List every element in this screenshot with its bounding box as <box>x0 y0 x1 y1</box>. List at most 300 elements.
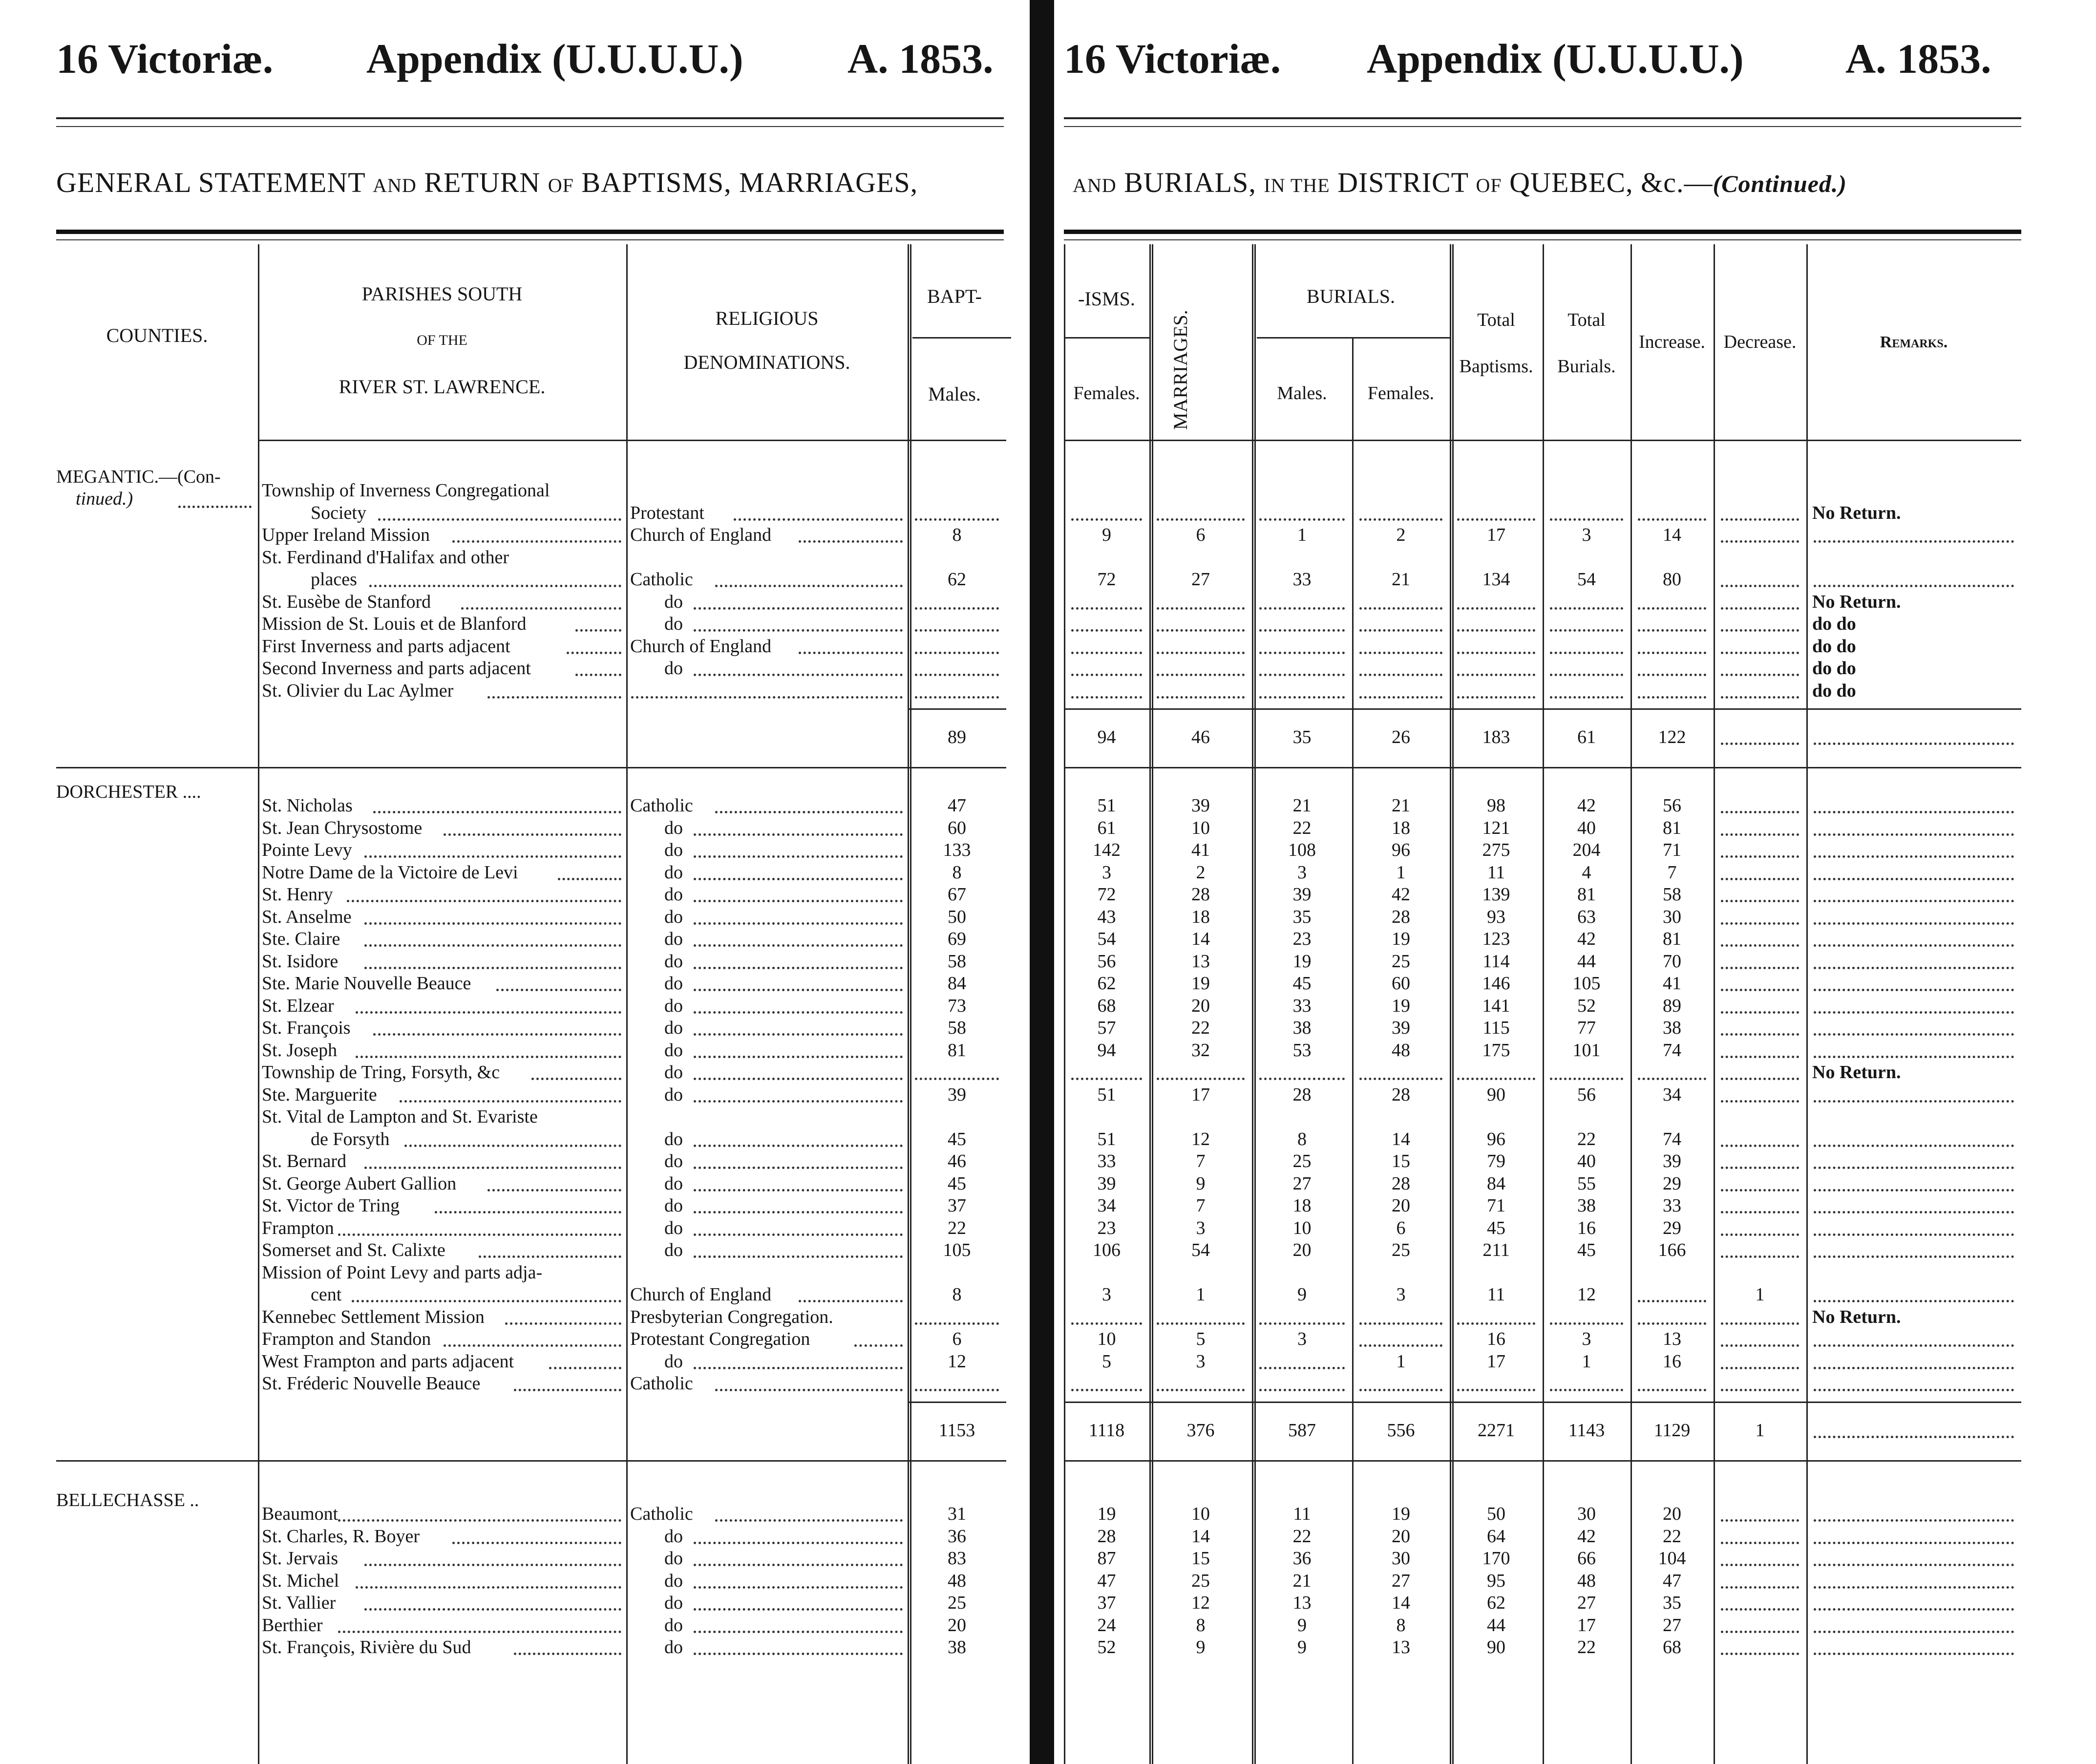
cell-bf: 6 <box>1396 1217 1406 1238</box>
parish-dots <box>479 1255 621 1258</box>
denomination: Protestant Congregation <box>630 1329 810 1349</box>
parish-dots <box>514 1653 621 1655</box>
parish-dots <box>356 1586 621 1589</box>
parish-name: First Inverness and parts adjacent <box>262 636 510 657</box>
cell-dec-dots <box>1721 696 1799 699</box>
col-line <box>258 244 259 1764</box>
cell-remarks-dots <box>1814 1056 2014 1058</box>
parish-name: St. Nicholas <box>262 795 353 816</box>
cell-f-dots <box>1071 696 1142 699</box>
denomination: do <box>664 1637 683 1658</box>
cell-inc: 80 <box>1663 569 1681 590</box>
cell-remarks-dots <box>1814 1300 2014 1302</box>
cell-mar: 10 <box>1191 1504 1210 1524</box>
parish-name: Somerset and St. Calixte <box>262 1240 445 1260</box>
denomination: do <box>664 862 683 883</box>
cell-f-dots <box>1071 652 1142 654</box>
denomination: Catholic <box>630 1373 693 1394</box>
cell-remarks-dots <box>1814 1255 2014 1258</box>
cell-bapt-males: 36 <box>948 1526 966 1547</box>
cell-tb: 175 <box>1482 1040 1510 1061</box>
cell-f: 3 <box>1102 1284 1111 1305</box>
denomination-dots <box>694 1653 903 1655</box>
cell-tbu: 27 <box>1577 1593 1596 1613</box>
cell-f: 51 <box>1097 795 1116 816</box>
cell-dec-dots <box>1721 629 1799 632</box>
denomination-dots <box>694 1631 903 1633</box>
title-right: AND BURIALS, IN THE DISTRICT OF QUEBEC, &c.—(Continued.) <box>1073 167 1847 198</box>
cell-bm: 9 <box>1297 1615 1307 1636</box>
cell-tbu: 56 <box>1577 1084 1596 1105</box>
denomination: do <box>664 929 683 949</box>
cell-inc: 34 <box>1663 1084 1681 1105</box>
cell-remarks-dots <box>1814 540 2014 543</box>
header-appendix-right: Appendix (U.U.U.U.) <box>1367 35 1744 82</box>
cell-f: 51 <box>1097 1084 1116 1105</box>
parish-name: Pointe Levy <box>262 840 352 860</box>
cell-bapt-males-dots <box>915 674 999 676</box>
cell-tb: 275 <box>1482 840 1510 860</box>
cell-inc: 74 <box>1663 1128 1681 1149</box>
parish-dots <box>364 944 621 947</box>
cell-remarks-dots <box>1814 1033 2014 1036</box>
cell-tb: 170 <box>1482 1548 1510 1569</box>
parish-name: Notre Dame de la Victoire de Levi <box>262 862 518 883</box>
cell-inc: 68 <box>1663 1637 1681 1658</box>
bapt-subline <box>912 337 1011 339</box>
denomination-dots <box>799 540 903 543</box>
parish-name: St. Eusèbe de Stanford <box>262 591 431 612</box>
cell-inc: 35 <box>1663 1593 1681 1613</box>
cell-bm-dots <box>1259 518 1345 521</box>
cell-tbu: 42 <box>1577 929 1596 949</box>
denomination: do <box>664 817 683 838</box>
parish-name: Township of Inverness Congregational <box>262 480 550 501</box>
cell-dec-dots <box>1721 944 1799 947</box>
cell-tb-dots <box>1457 674 1535 676</box>
col-line <box>626 244 628 1764</box>
total-inc: 122 <box>1658 727 1686 747</box>
cell-tb: 11 <box>1487 862 1505 883</box>
parish-name: St. Charles, R. Boyer <box>262 1526 420 1547</box>
cell-tbu: 38 <box>1577 1195 1596 1216</box>
cell-mar-dots <box>1157 674 1245 676</box>
cell-mar: 32 <box>1191 1040 1210 1061</box>
cell-tbu-dots <box>1550 1389 1623 1391</box>
cell-tbu: 81 <box>1577 884 1596 905</box>
section-separator <box>1064 1460 2021 1462</box>
cell-dec-dots <box>1721 585 1799 587</box>
cell-tb-dots <box>1457 696 1535 699</box>
cell-inc-dots <box>1638 629 1706 632</box>
parish-dots <box>364 967 621 969</box>
parish-dots <box>352 1300 621 1302</box>
total-remarks-dots <box>1814 743 2014 745</box>
cell-bapt-males-dots <box>915 1389 999 1391</box>
header-victoriae-left: 16 Victoriæ. <box>56 35 274 82</box>
cell-tb: 64 <box>1487 1526 1505 1547</box>
cell-dec-dots <box>1721 607 1799 610</box>
cell-mar-dots <box>1157 652 1245 654</box>
col-header-bapt: BAPT- <box>927 285 982 307</box>
col-header-religious-1: RELIGIOUS <box>715 307 819 329</box>
cell-dec-dots <box>1721 1519 1799 1522</box>
cell-bapt-males: 39 <box>948 1084 966 1105</box>
cell-bapt-males-dots <box>915 629 999 632</box>
parish-dots <box>338 1233 621 1236</box>
cell-f: 33 <box>1097 1151 1116 1171</box>
cell-bapt-males-dots <box>915 1078 999 1080</box>
cell-bf-dots <box>1359 518 1442 521</box>
cell-tb: 114 <box>1482 951 1510 972</box>
cell-mar-dots <box>1157 1078 1245 1080</box>
cell-mar: 7 <box>1196 1151 1206 1171</box>
cell-bm: 108 <box>1288 840 1316 860</box>
cell-tb-dots <box>1457 629 1535 632</box>
denomination-dots <box>694 855 903 858</box>
parish-dots <box>461 607 621 610</box>
cell-tbu: 3 <box>1582 525 1591 545</box>
cell-remarks-dots <box>1814 1233 2014 1236</box>
cell-remarks-dots <box>1814 1189 2014 1191</box>
total-dec: 1 <box>1755 1420 1765 1441</box>
cell-mar: 17 <box>1191 1084 1210 1105</box>
cell-bf: 28 <box>1392 1084 1410 1105</box>
cell-bf: 19 <box>1392 1504 1410 1524</box>
total-bm: 587 <box>1288 1420 1316 1441</box>
denomination-dots <box>715 1389 903 1391</box>
parish-dots <box>373 1033 621 1036</box>
cell-bf: 39 <box>1392 1018 1410 1038</box>
parish-name: St. Elzear <box>262 995 334 1016</box>
cell-bm: 8 <box>1297 1128 1307 1149</box>
cell-tbu: 17 <box>1577 1615 1596 1636</box>
cell-bm-dots <box>1259 607 1345 610</box>
cell-remarks-dots <box>1814 1367 2014 1369</box>
cell-bapt-males: 67 <box>948 884 966 905</box>
denomination: do <box>664 1548 683 1569</box>
cell-mar: 5 <box>1196 1329 1206 1349</box>
cell-remarks: No Return. <box>1812 1062 1901 1083</box>
cell-mar: 22 <box>1191 1018 1210 1038</box>
total-tbu: 61 <box>1577 727 1596 747</box>
county-name-cont: tinued.) <box>76 489 133 509</box>
cell-f: 24 <box>1097 1615 1116 1636</box>
cell-remarks: No Return. <box>1812 502 1901 523</box>
parish-dots <box>364 922 621 925</box>
cell-bapt-males: 105 <box>943 1240 971 1260</box>
cell-dec-dots <box>1721 967 1799 969</box>
cell-bf: 27 <box>1392 1570 1410 1591</box>
cell-bf: 14 <box>1392 1593 1410 1613</box>
total-tbu: 1143 <box>1568 1420 1605 1441</box>
cell-remarks: do do <box>1812 658 1856 679</box>
cell-bm: 22 <box>1292 1526 1312 1547</box>
cell-bf-dots <box>1359 629 1442 632</box>
cell-bm: 28 <box>1292 1084 1312 1105</box>
parish-dots <box>575 674 621 676</box>
denomination: do <box>664 658 683 679</box>
cell-tbu: 3 <box>1582 1329 1591 1349</box>
cell-f: 51 <box>1097 1128 1116 1149</box>
cell-bm-dots <box>1259 1078 1345 1080</box>
parish-name: cent <box>311 1284 342 1305</box>
cell-remarks-dots <box>1814 1653 2014 1655</box>
denomination: do <box>664 1240 683 1260</box>
cell-bapt-males-dots <box>915 652 999 654</box>
cell-remarks-dots <box>1814 967 2014 969</box>
cell-tbu: 66 <box>1577 1548 1596 1569</box>
cell-tbu: 40 <box>1577 1151 1596 1171</box>
parish-name: Society <box>311 502 366 523</box>
cell-dec-dots <box>1721 1367 1799 1369</box>
denomination: do <box>664 1151 683 1171</box>
denomination-dots <box>694 967 903 969</box>
cell-inc: 33 <box>1663 1195 1681 1216</box>
cell-bm: 20 <box>1292 1240 1312 1260</box>
parish-dots <box>373 811 621 813</box>
cell-dec-dots <box>1721 1100 1799 1103</box>
cell-bapt-males: 133 <box>943 840 971 860</box>
denomination: Catholic <box>630 569 693 590</box>
parish-name: St. Bernard <box>262 1151 347 1171</box>
cell-dec: 1 <box>1755 1284 1765 1305</box>
denomination-dots <box>694 1542 903 1544</box>
cell-bm: 9 <box>1297 1637 1307 1658</box>
denomination: do <box>664 591 683 612</box>
cell-dec-dots <box>1721 1189 1799 1191</box>
cell-bapt-males: 58 <box>948 951 966 972</box>
cell-f: 23 <box>1097 1217 1116 1238</box>
left-page <box>0 0 1030 1764</box>
cell-f-dots <box>1071 607 1142 610</box>
cell-mar: 3 <box>1196 1351 1206 1372</box>
page-gutter <box>1030 0 1054 1764</box>
right-page <box>1054 0 2096 1764</box>
cell-bf: 18 <box>1392 817 1410 838</box>
cell-dec-dots <box>1721 1056 1799 1058</box>
cell-bapt-males: 45 <box>948 1128 966 1149</box>
cell-tbu: 52 <box>1577 995 1596 1016</box>
cell-bm: 13 <box>1292 1593 1312 1613</box>
denomination-dots <box>694 944 903 947</box>
cell-inc: 38 <box>1663 1018 1681 1038</box>
cell-inc: 39 <box>1663 1151 1681 1171</box>
denomination-dots <box>715 1519 903 1522</box>
col-header-females: Females. <box>1073 383 1140 404</box>
cell-remarks-dots <box>1814 855 2014 858</box>
cell-tbu: 30 <box>1577 1504 1596 1524</box>
cell-bm: 11 <box>1293 1504 1311 1524</box>
cell-mar: 12 <box>1191 1593 1210 1613</box>
cell-tb: 62 <box>1487 1593 1505 1613</box>
col-header-burials: BURIALS. <box>1306 285 1396 307</box>
cell-mar: 25 <box>1191 1570 1210 1591</box>
cell-bapt-males: 22 <box>948 1217 966 1238</box>
cell-dec-dots <box>1721 1322 1799 1325</box>
parish-name: St. Henry <box>262 884 333 905</box>
parish-name: places <box>311 569 357 590</box>
cell-bm: 21 <box>1292 1570 1312 1591</box>
parish-name: St. François, Rivière du Sud <box>262 1637 471 1658</box>
cell-tb: 93 <box>1487 906 1505 927</box>
cell-bm: 36 <box>1292 1548 1312 1569</box>
cell-f: 94 <box>1097 1040 1116 1061</box>
cell-bm-dots <box>1259 696 1345 699</box>
cell-bm: 18 <box>1292 1195 1312 1216</box>
cell-tb-dots <box>1457 652 1535 654</box>
parish-name: Beaumont <box>262 1504 339 1524</box>
denomination-dots <box>694 900 903 902</box>
denomination-dots <box>694 1167 903 1169</box>
parish-name: Frampton and Standon <box>262 1329 431 1349</box>
cell-inc: 89 <box>1663 995 1681 1016</box>
cell-mar: 27 <box>1191 569 1210 590</box>
cell-tbu-dots <box>1550 518 1623 521</box>
cell-f: 72 <box>1097 569 1116 590</box>
col-header-counties: COUNTIES. <box>106 324 208 346</box>
denomination-dots <box>694 1189 903 1191</box>
cell-f-dots <box>1071 629 1142 632</box>
cell-f: 52 <box>1097 1637 1116 1658</box>
cell-bm: 21 <box>1292 795 1312 816</box>
cell-mar: 18 <box>1191 906 1210 927</box>
cell-dec-dots <box>1721 540 1799 543</box>
denomination: do <box>664 884 683 905</box>
cell-f: 56 <box>1097 951 1116 972</box>
cell-bapt-males-dots <box>915 607 999 610</box>
cell-f: 72 <box>1097 884 1116 905</box>
cell-bf: 20 <box>1392 1195 1410 1216</box>
title-left: GENERAL STATEMENT AND RETURN OF BAPTISMS, MARRIAGES, <box>56 167 918 198</box>
cell-remarks-dots <box>1814 1167 2014 1169</box>
parish-dots <box>378 518 621 521</box>
cell-f: 142 <box>1093 840 1121 860</box>
cell-bf-dots <box>1359 652 1442 654</box>
cell-bapt-males: 60 <box>948 817 966 838</box>
denomination: do <box>664 1351 683 1372</box>
total-f: 1118 <box>1088 1420 1125 1441</box>
parish-name: Berthier <box>262 1615 323 1636</box>
parish-dots <box>364 1564 621 1566</box>
cell-bm-dots <box>1259 1389 1345 1391</box>
cell-remarks-dots <box>1814 922 2014 925</box>
col-header-bur-females: Females. <box>1367 383 1435 404</box>
cell-inc-dots <box>1638 696 1706 699</box>
cell-remarks-dots <box>1814 1011 2014 1014</box>
cell-inc-dots <box>1638 674 1706 676</box>
parish-dots <box>400 1100 621 1103</box>
cell-bf: 14 <box>1392 1128 1410 1149</box>
cell-bapt-males: 45 <box>948 1173 966 1194</box>
cell-f: 62 <box>1097 973 1116 994</box>
cell-dec-dots <box>1721 1033 1799 1036</box>
parish-dots <box>452 540 621 543</box>
cell-bapt-males: 8 <box>952 1284 962 1305</box>
header-bottom-line <box>258 440 1006 441</box>
county-name: MEGANTIC.—(Con- <box>56 467 221 487</box>
denomination: do <box>664 1615 683 1636</box>
cell-bf: 28 <box>1392 906 1410 927</box>
col-header-total-bur-2: Burials. <box>1557 356 1616 377</box>
cell-bapt-males: 73 <box>948 995 966 1016</box>
parish-dots <box>364 1167 621 1169</box>
total-f: 94 <box>1097 727 1116 747</box>
parish-name: Ste. Marguerite <box>262 1084 377 1105</box>
cell-remarks-dots <box>1814 1542 2014 1544</box>
cell-bapt-males: 8 <box>952 862 962 883</box>
cell-inc: 20 <box>1663 1504 1681 1524</box>
total-line <box>908 708 1006 710</box>
cell-f: 61 <box>1097 817 1116 838</box>
denomination-dots <box>694 1608 903 1611</box>
cell-bm: 3 <box>1297 1329 1307 1349</box>
county-dots <box>178 506 252 508</box>
cell-bf: 42 <box>1392 884 1410 905</box>
parish-dots <box>356 1056 621 1058</box>
cell-bm-dots <box>1259 629 1345 632</box>
parish-dots <box>452 1542 621 1544</box>
col-line <box>1806 244 1808 1764</box>
total-bapt-males: 89 <box>948 727 966 747</box>
cell-f: 34 <box>1097 1195 1116 1216</box>
cell-tbu-dots <box>1550 674 1623 676</box>
total-mar: 46 <box>1191 727 1210 747</box>
cell-remarks: do do <box>1812 636 1856 657</box>
parish-name: St. Victor de Tring <box>262 1195 400 1216</box>
cell-inc: 27 <box>1663 1615 1681 1636</box>
cell-f: 43 <box>1097 906 1116 927</box>
parish-name: St. Olivier du Lac Aylmer <box>262 680 454 701</box>
cell-tb-dots <box>1457 1389 1535 1391</box>
total-tb: 183 <box>1482 727 1510 747</box>
cell-mar-dots <box>1157 607 1245 610</box>
denomination-dots <box>694 607 903 610</box>
cell-tbu: 22 <box>1577 1637 1596 1658</box>
total-tb: 2271 <box>1478 1420 1515 1441</box>
cell-bf-dots <box>1359 1322 1442 1325</box>
cell-tb: 123 <box>1482 929 1510 949</box>
col-header-total-bur-1: Total <box>1567 310 1606 330</box>
cell-inc: 166 <box>1658 1240 1686 1260</box>
cell-bf: 1 <box>1396 1351 1406 1372</box>
cell-mar: 10 <box>1191 817 1210 838</box>
burials-subline <box>1257 337 1450 339</box>
cell-tb: 211 <box>1482 1240 1510 1260</box>
cell-bapt-males: 48 <box>948 1570 966 1591</box>
cell-bm: 35 <box>1292 906 1312 927</box>
cell-f: 87 <box>1097 1548 1116 1569</box>
cell-inc: 81 <box>1663 817 1681 838</box>
cell-tb: 146 <box>1482 973 1510 994</box>
total-line <box>1064 1402 2021 1403</box>
cell-tb: 17 <box>1487 525 1505 545</box>
denomination-dots <box>694 1233 903 1236</box>
parish-name: St. Isidore <box>262 951 339 972</box>
denomination: do <box>664 1040 683 1061</box>
cell-inc: 74 <box>1663 1040 1681 1061</box>
cell-remarks-dots <box>1814 1100 2014 1103</box>
cell-remarks: do do <box>1812 614 1856 634</box>
cell-dec-dots <box>1721 811 1799 813</box>
parish-dots <box>444 833 621 836</box>
cell-mar: 41 <box>1191 840 1210 860</box>
cell-mar: 14 <box>1191 929 1210 949</box>
cell-f-dots <box>1071 1078 1142 1080</box>
cell-mar-dots <box>1157 629 1245 632</box>
cell-bm: 53 <box>1292 1040 1312 1061</box>
cell-remarks: No Return. <box>1812 1306 1901 1327</box>
